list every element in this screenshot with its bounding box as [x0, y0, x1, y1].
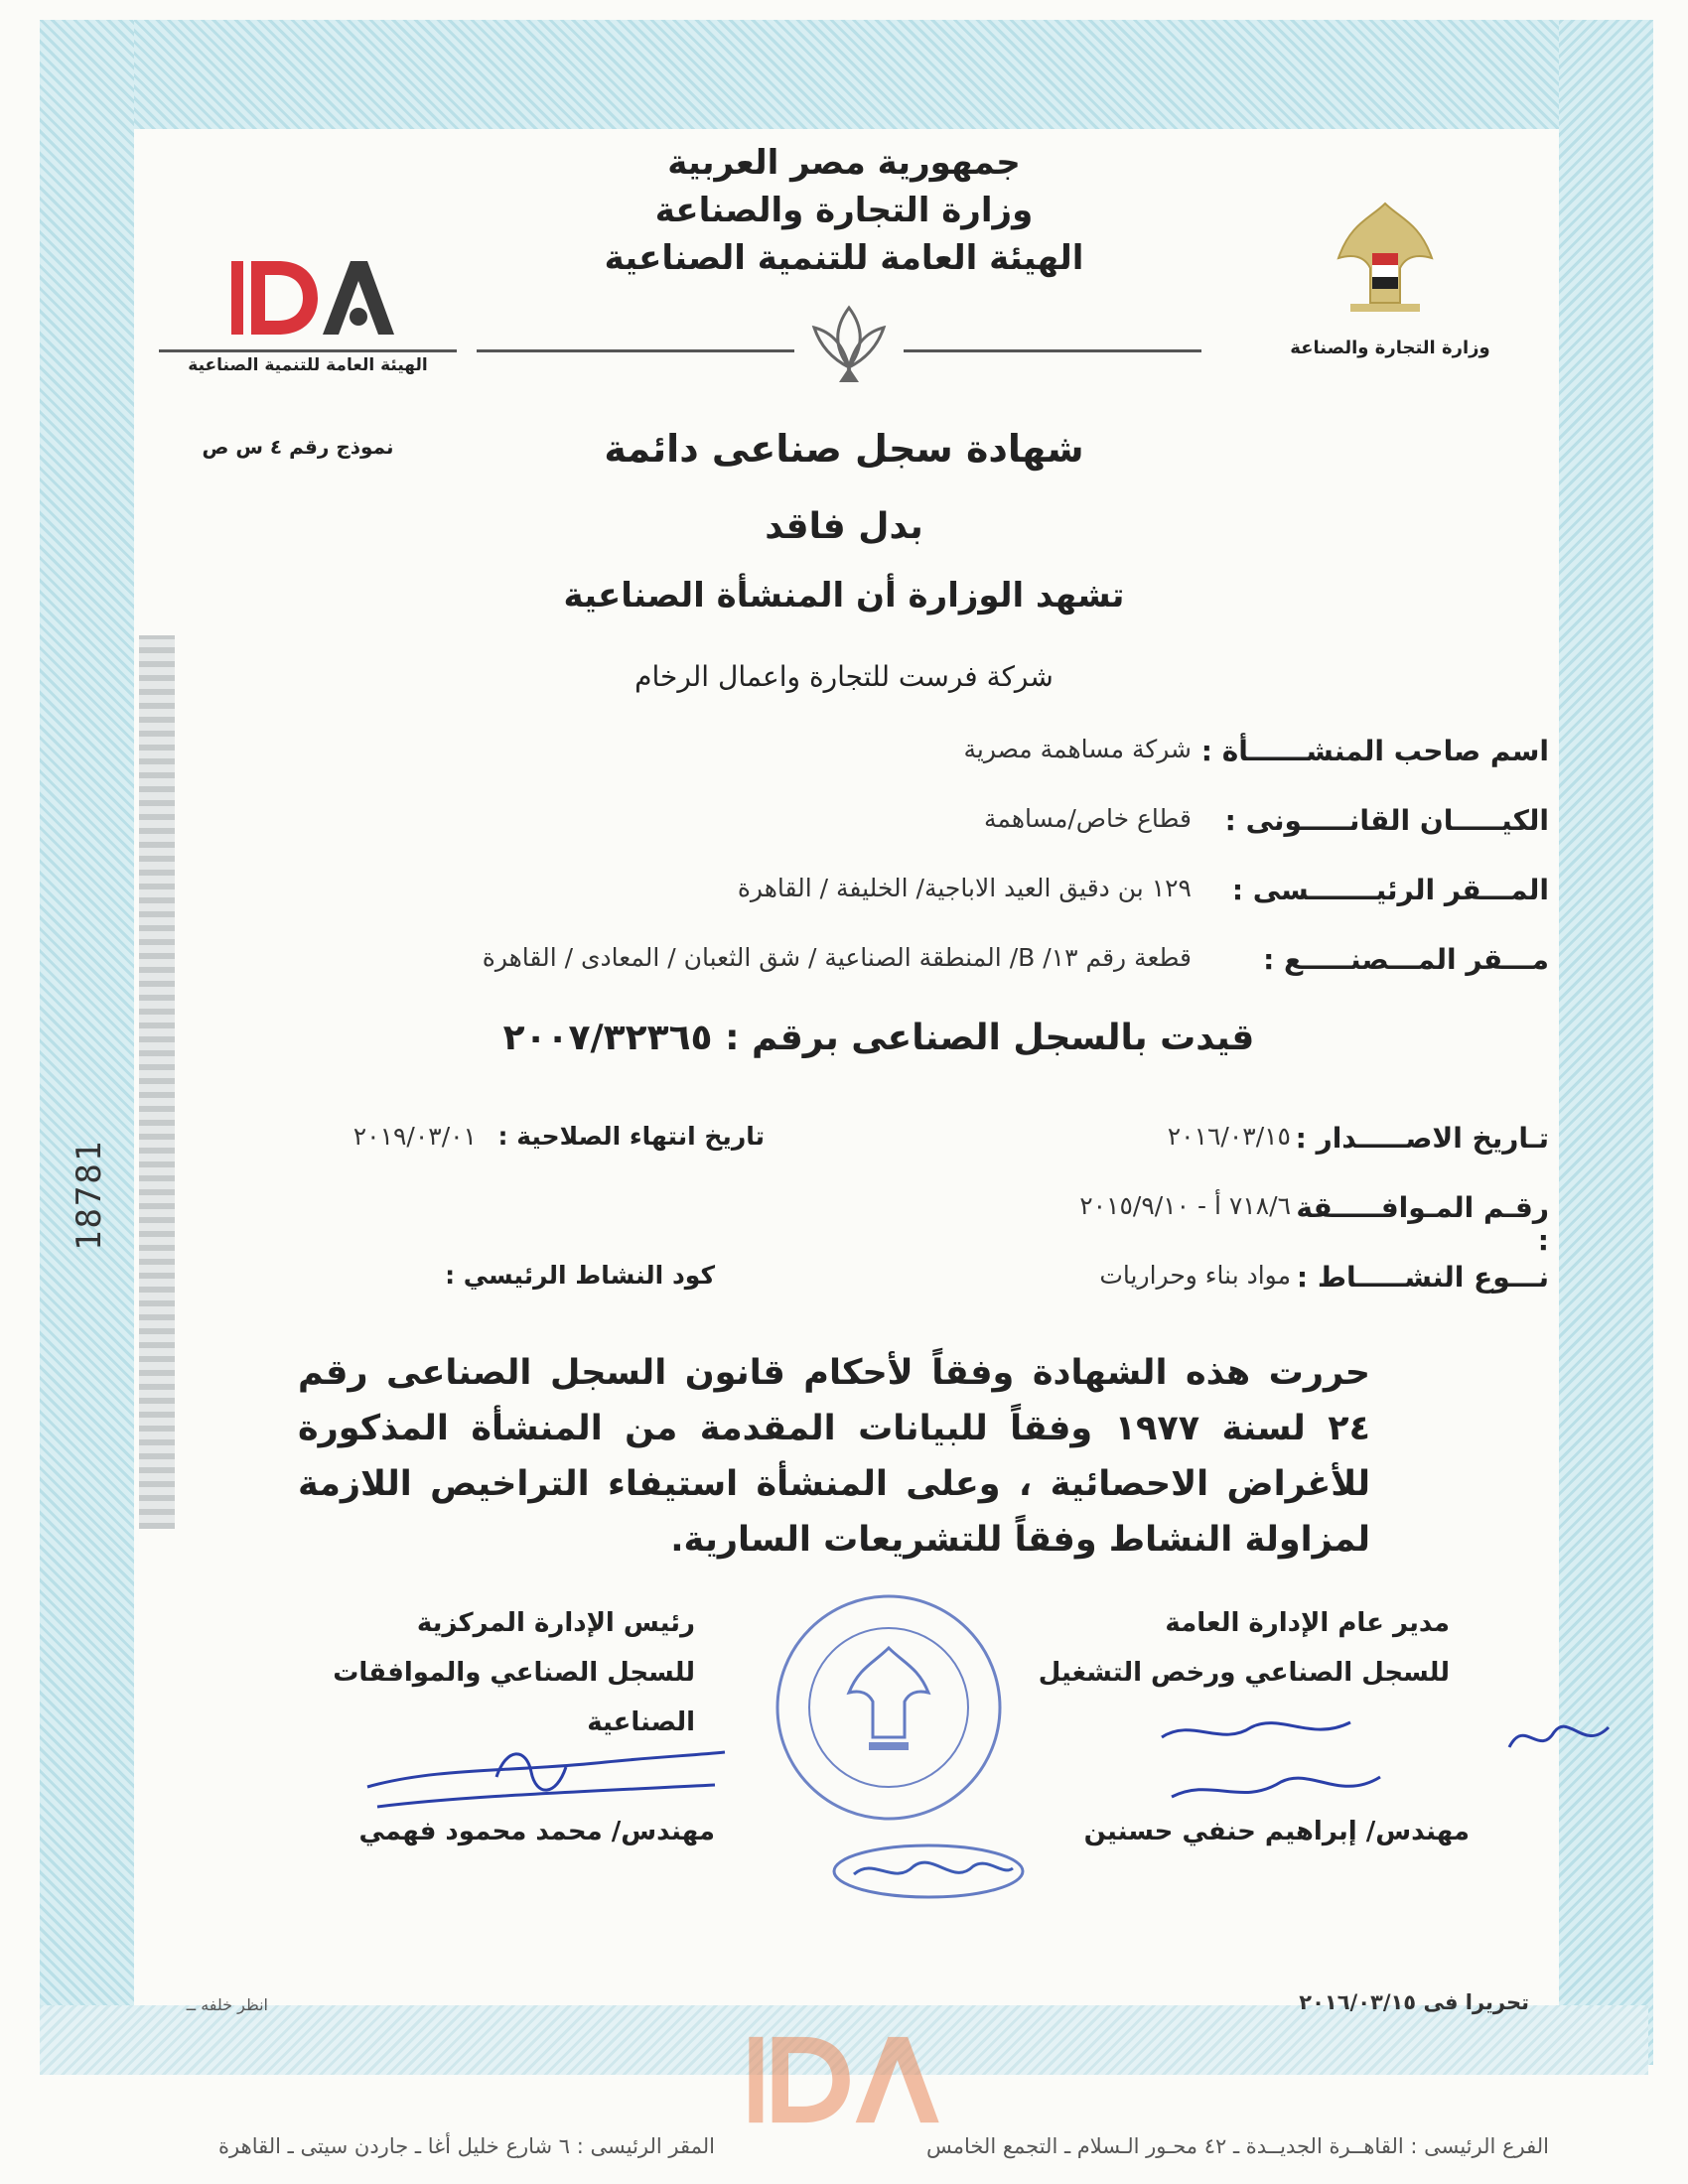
company-name: شركة فرست للتجارة واعمال الرخام: [634, 660, 1054, 693]
activity-code: [417, 1261, 715, 1290]
certificate-subtitle: بدل فاقد: [765, 506, 923, 547]
field-factory-location: [298, 943, 1549, 976]
expiry-date-value: ٢٠١٩/٠٣/٠١: [352, 1122, 477, 1151]
field-value: ١٢٩ بن دقيق العيد الاباجية/ الخليفة / القاهرة: [737, 874, 1192, 902]
issue-date-label: تـاريخ الاصـــــدار :: [1295, 1122, 1549, 1155]
decorative-border-top: [40, 20, 1648, 129]
turn-over-note: انظر خلفه ــ: [186, 1995, 268, 2014]
approval-number: [794, 1191, 1549, 1257]
serial-number: 18781: [70, 1139, 109, 1251]
legal-text: حررت هذه الشهادة وفقاً لأحكام قانون السجل الصناعى رقم ٢٤ لسنة ١٩٧٧ وفقاً للبيانات المقدمة من المنشأة المذكورة للأغراض الاحصائية ، وعلى المنشأة استيفاء التراخيص اللازمة لمزاولة النشاط وفقاً للتشريعات السارية.: [298, 1353, 1371, 1560]
right-signatory-title-2: للسجل الصناعي والموافقات الصناعية: [333, 1658, 695, 1737]
official-stamp-icon: [770, 1588, 1008, 1827]
signature-right-icon: [357, 1727, 735, 1827]
field-label: المـــقر الرئيـــــــسى :: [1231, 874, 1549, 906]
approval-label: رقـم المـوافـــــقة :: [1296, 1191, 1549, 1257]
left-signatory-title-2: للسجل الصناعي ورخص التشغيل: [1038, 1658, 1450, 1688]
left-signatory-title-1: مدير عام الإدارة العامة: [1165, 1608, 1450, 1638]
issue-date: [943, 1122, 1549, 1155]
activity-value: مواد بناء وحراريات: [1099, 1261, 1291, 1290]
ida-watermark-icon: [740, 2025, 948, 2134]
footer-branch-address: الفرع الرئيسى : القاهــرة الجديــدة ـ ٤٢ محـور الـسلام ـ التجمع الخامس: [925, 2134, 1549, 2158]
field-legal-entity: [298, 804, 1549, 837]
eagle-emblem-icon: [1331, 199, 1440, 318]
right-signatory-name: مهندس/ محمد محمود فهمي: [358, 1817, 715, 1846]
approval-value: ٧١٨/٦ أ - ٢٠١٥/٩/١٠: [1079, 1191, 1291, 1220]
form-number: نموذج رقم ٤ س ص: [202, 435, 394, 459]
field-label: اسم صاحب المنشــــــأة :: [1200, 735, 1549, 767]
left-signatory: [1013, 1598, 1450, 1698]
field-owner: [298, 735, 1549, 767]
ida-logo-icon: [223, 253, 402, 342]
field-label: الكيـــــان القانـــــونى :: [1224, 804, 1549, 837]
header-rule-left: [477, 349, 794, 352]
header-rule-right: [904, 349, 1201, 352]
header-line-3: الهيئة العامة للتنمية الصناعية: [604, 238, 1084, 278]
header-line-2: وزارة التجارة والصناعة: [654, 191, 1034, 230]
header-line-1: جمهورية مصر العربية: [667, 143, 1021, 183]
logo-underline: [159, 349, 457, 352]
footer-hq-address: المقر الرئيسى : ٦ شارع خليل أغا ـ جاردن سيتى ـ القاهرة: [218, 2134, 715, 2158]
expiry-date: [248, 1122, 765, 1151]
field-value: قطعة رقم ١٣/ B/ المنطقة الصناعية / شق الثعبان / المعادى / القاهرة: [482, 943, 1192, 972]
decorative-border-left: [40, 20, 134, 2065]
security-strip: [139, 635, 175, 1529]
field-label: مـــقر المـــصنـــــع :: [1263, 943, 1549, 976]
right-signatory-title-1: رئيس الإدارة المركزية: [416, 1608, 695, 1638]
registration-number: قيدت بالسجل الصناعى برقم : ٢٠٠٧/٣٢٣٦٥: [502, 1018, 1255, 1058]
issued-at: تحريرا فى ٢٠١٦/٠٣/١٥: [1299, 1990, 1529, 2014]
activity-label: نـــوع النشـــــاط :: [1296, 1261, 1549, 1294]
ida-caption: الهيئة العامة للتنمية الصناعية: [188, 355, 428, 375]
field-headquarters: [298, 874, 1549, 906]
expiry-date-label: تاريخ انتهاء الصلاحية :: [497, 1122, 765, 1151]
handwritten-number-icon: [824, 1837, 1033, 1906]
leaf-ornament-icon: [804, 298, 894, 397]
header-block: [596, 139, 1092, 282]
activity-code-label: كود النشاط الرئيسي :: [445, 1261, 715, 1290]
activity-type: [943, 1261, 1549, 1294]
field-value: قطاع خاص/مساهمة: [983, 804, 1192, 833]
ministry-caption: وزارة التجارة والصناعة: [1290, 338, 1490, 358]
certificate-statement: تشهد الوزارة أن المنشأة الصناعية: [563, 576, 1125, 615]
initials-mark-icon: [1499, 1707, 1618, 1767]
field-value: شركة مساهمة مصرية: [963, 735, 1192, 763]
signature-left-icon: [1152, 1707, 1410, 1827]
right-signatory: [248, 1598, 695, 1747]
issue-date-value: ٢٠١٦/٠٣/١٥: [1167, 1122, 1291, 1151]
certificate-title: شهادة سجل صناعى دائمة: [604, 427, 1084, 471]
left-signatory-name: مهندس/ إبراهيم حنفي حسنين: [1083, 1817, 1470, 1846]
